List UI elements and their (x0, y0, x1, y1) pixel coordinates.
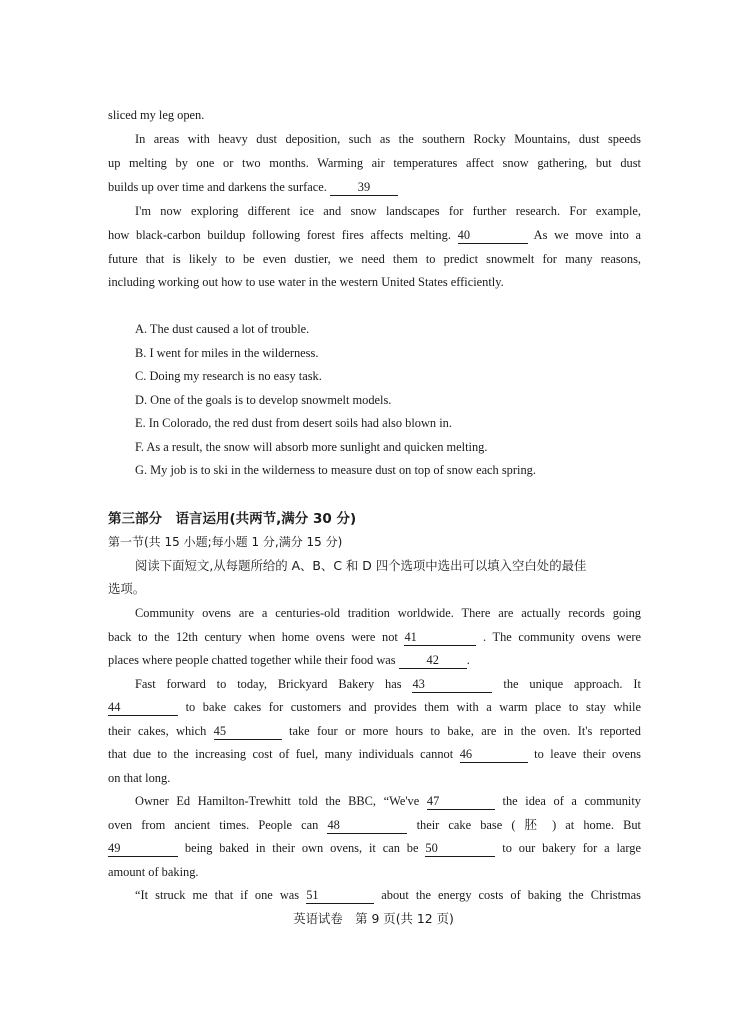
text: to our bakery for a large (502, 841, 642, 855)
passage-line: I'm now exploring different ice and snow landscapes for further research. For example, (135, 204, 641, 218)
cloze-line: on that long. (108, 771, 171, 785)
text: about the energy costs of baking the Christmas (381, 888, 641, 902)
passage-line (108, 226, 641, 244)
text: the unique approach. It (503, 677, 641, 691)
cloze-line: Community ovens are a centuries-old tradition worldwide. There are actually records going (135, 606, 641, 620)
text: back to the 12th century when home ovens were not (108, 630, 398, 644)
passage-line: including working out how to use water in the western United States efficiently. (108, 275, 504, 289)
text: oven from ancient times. People can (108, 818, 319, 832)
passage-line: up melting by one or two months. Warming air temperatures affect snow gathering, but dust (108, 156, 641, 170)
answer-blank-41[interactable]: 41 (404, 630, 476, 646)
answer-blank-40[interactable]: 40 (458, 228, 528, 244)
answer-blank-44[interactable]: 44 (108, 700, 178, 716)
answer-blank-49[interactable]: 49 (108, 841, 178, 857)
text: “It struck me that if one was (135, 888, 300, 902)
cloze-line (108, 628, 641, 646)
answer-blank-45[interactable]: 45 (214, 724, 282, 740)
instruction-line: 阅读下面短文,从每题所给的 A、B、C 和 D 四个选项中选出可以填入空白处的最佳 (135, 558, 587, 573)
option-b: B. I went for miles in the wilderness. (135, 346, 319, 360)
answer-blank-48[interactable]: 48 (327, 818, 407, 834)
answer-blank-46[interactable]: 46 (460, 747, 528, 763)
option-g: G. My job is to ski in the wilderness to measure dust on top of snow each spring. (135, 463, 536, 477)
cloze-line (108, 651, 641, 669)
cloze-line (108, 698, 641, 716)
option-a: A. The dust caused a lot of trouble. (135, 322, 310, 336)
text: take four or more hours to bake, are in the oven. It's reported (289, 724, 641, 738)
text: that due to the increasing cost of fuel, many individuals cannot (108, 747, 454, 761)
text: . The community ovens were (483, 630, 641, 644)
text: their cake base ( 胚 ) at home. But (416, 818, 641, 832)
option-e: E. In Colorado, the red dust from desert soils had also blown in. (135, 416, 452, 430)
subsection-heading: 第一节(共 15 小题;每小题 1 分,满分 15 分) (108, 535, 343, 549)
text: to bake cakes for customers and provides them with a warm place to stay while (185, 700, 641, 714)
text: their cakes, which (108, 724, 207, 738)
option-c: C. Doing my research is no easy task. (135, 369, 322, 383)
answer-blank-39[interactable]: 39 (330, 180, 398, 196)
text: the idea of a community (502, 794, 641, 808)
text: to leave their ovens (534, 747, 641, 761)
cloze-line (108, 745, 641, 763)
text: As we move into a (533, 228, 641, 242)
instruction-line: 选项。 (108, 581, 146, 596)
text: builds up over time and darkens the surface. (108, 180, 327, 194)
text: Owner Ed Hamilton-Trewhitt told the BBC, “We've (135, 794, 420, 808)
cloze-line (108, 816, 641, 834)
text: . (466, 653, 470, 667)
answer-blank-51[interactable]: 51 (306, 888, 374, 904)
cloze-line (135, 675, 641, 693)
option-d: D. One of the goals is to develop snowmelt models. (135, 393, 392, 407)
answer-blank-47[interactable]: 47 (427, 794, 495, 810)
text: how black-carbon buildup following forest fires affects melting. (108, 228, 451, 242)
answer-blank-50[interactable]: 50 (425, 841, 495, 857)
cloze-line (135, 792, 641, 810)
passage-line: future that is likely to be even dustier, we need them to predict snowmelt for many reasons, (108, 252, 641, 266)
option-f: F. As a result, the snow will absorb more sunlight and quicken melting. (135, 440, 488, 454)
answer-blank-43[interactable]: 43 (412, 677, 492, 693)
passage-line (108, 178, 641, 196)
section-heading: 第三部分 语言运用(共两节,满分 30 分) (108, 511, 357, 527)
passage-line: sliced my leg open. (108, 108, 205, 122)
text: Fast forward to today, Brickyard Bakery has (135, 677, 402, 691)
passage-line: In areas with heavy dust deposition, such as the southern Rocky Mountains, dust speeds (135, 132, 641, 146)
page-footer: 英语试卷 第 9 页(共 12 页) (293, 911, 454, 926)
answer-blank-42[interactable]: 42 (399, 653, 467, 669)
cloze-line (108, 839, 641, 857)
cloze-line (135, 886, 641, 904)
cloze-line (108, 722, 641, 740)
cloze-line: amount of baking. (108, 865, 199, 879)
text: being baked in their own ovens, it can be (184, 841, 419, 855)
text: places where people chatted together while their food was (108, 653, 396, 667)
